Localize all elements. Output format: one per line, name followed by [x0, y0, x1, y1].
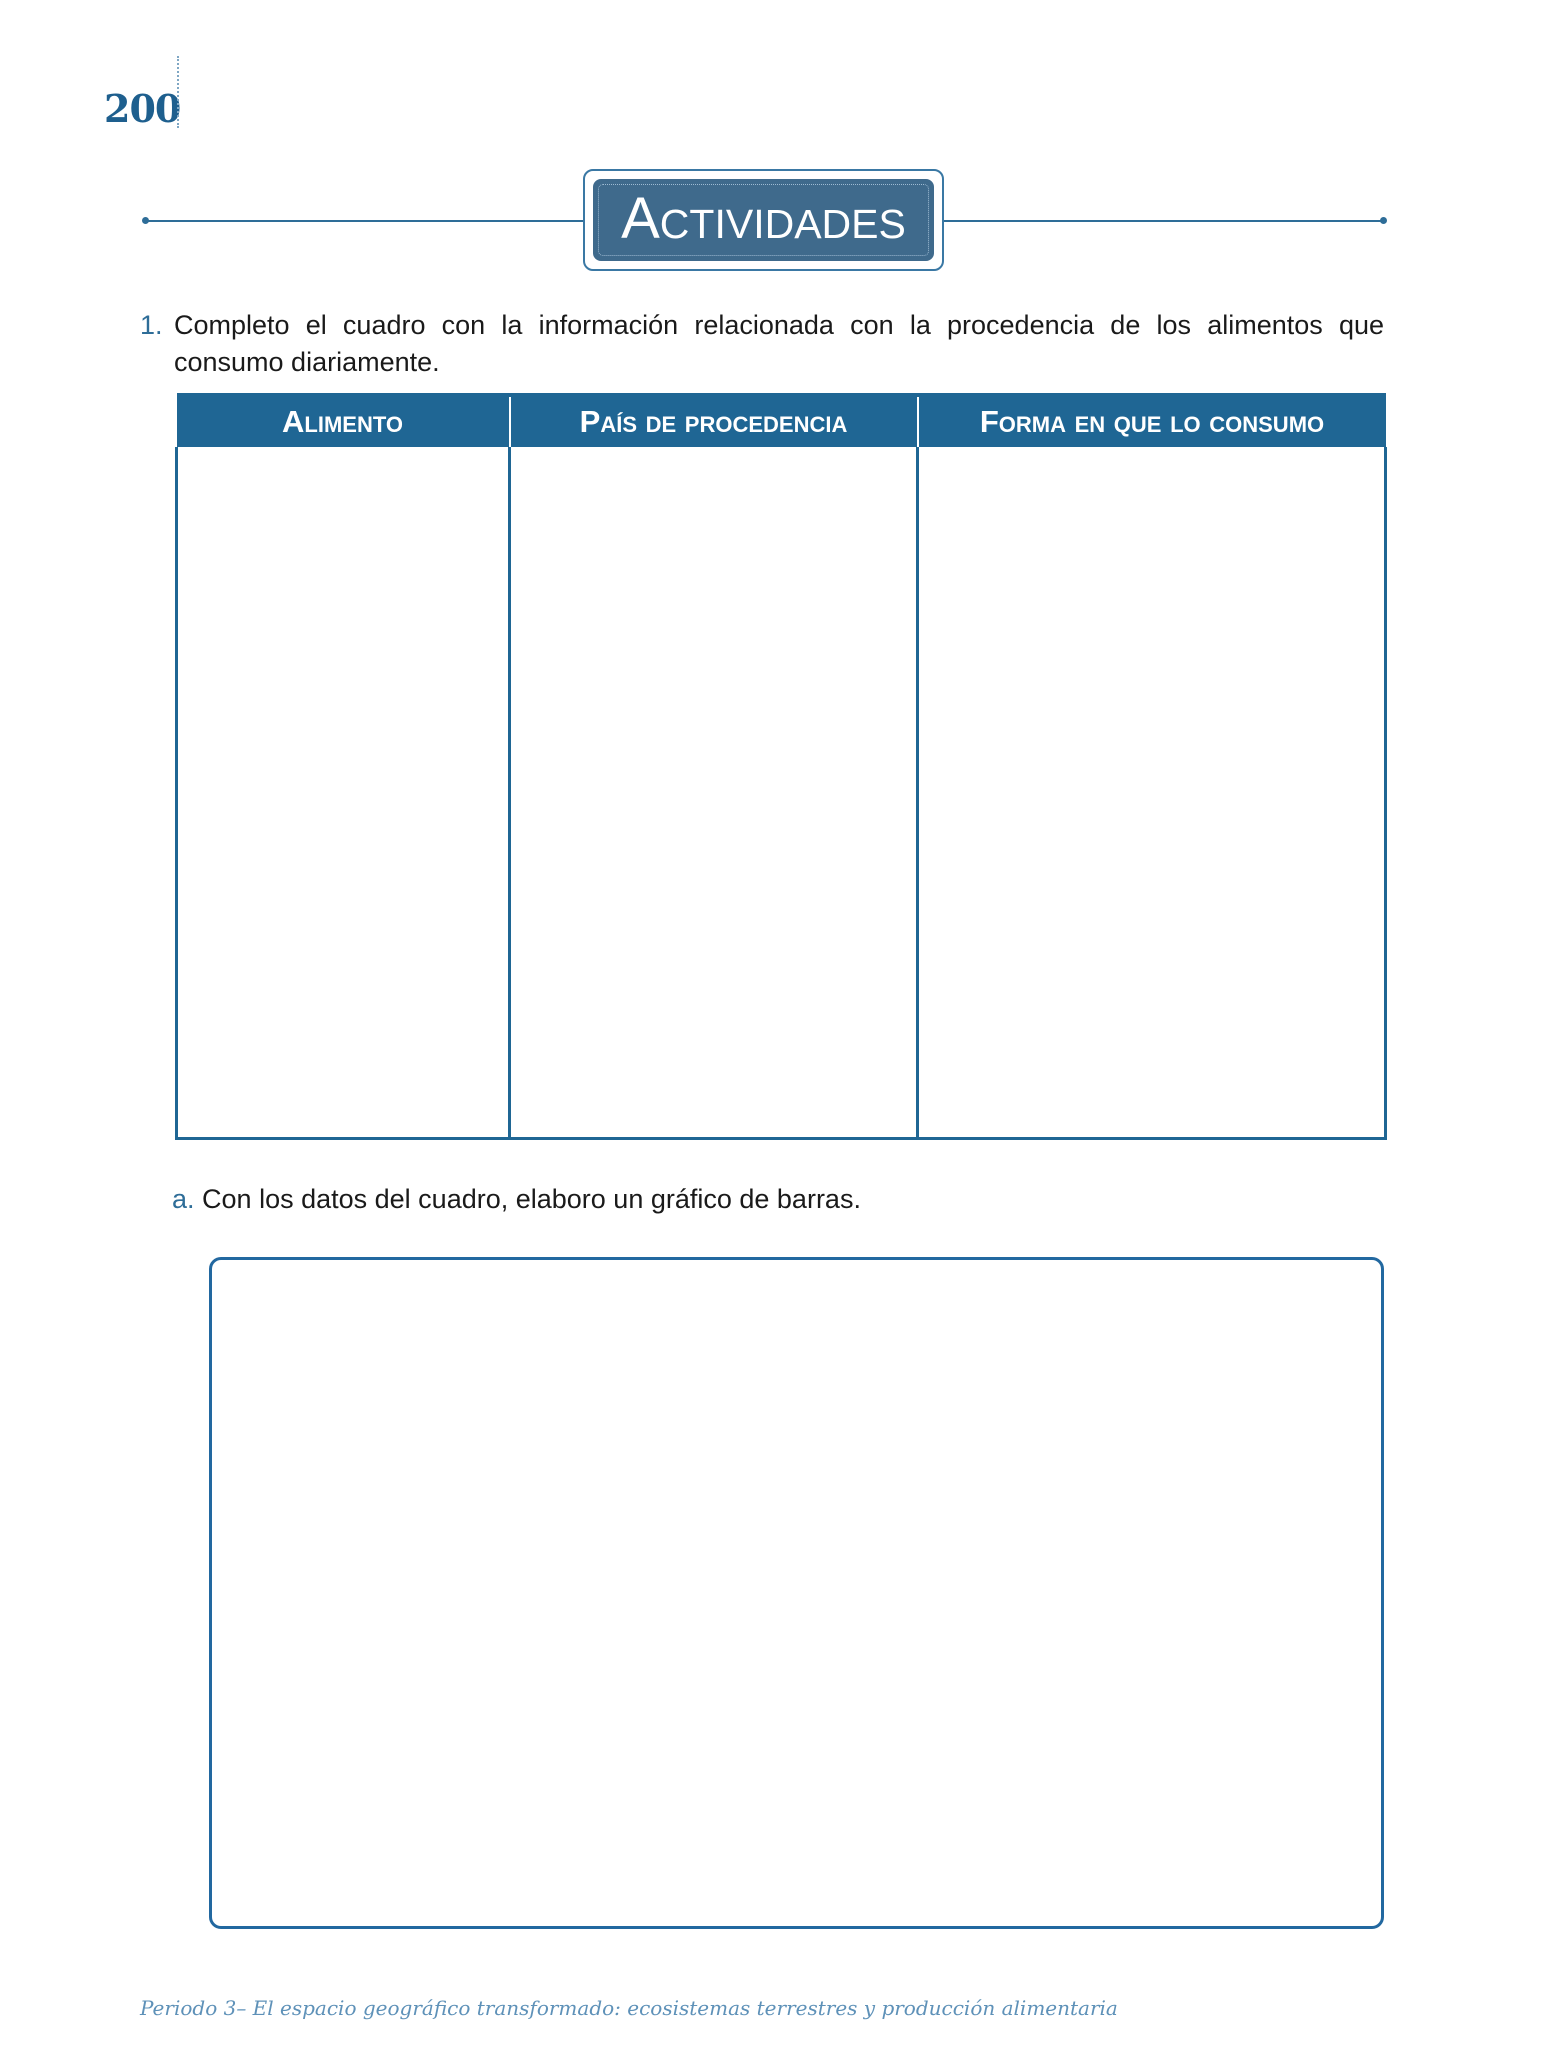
bar-chart-answer-box[interactable]	[209, 1257, 1384, 1929]
sub-question-text: Con los datos del cuadro, elaboro un gráfico de barras.	[202, 1184, 861, 1214]
cell-forma-answer[interactable]	[918, 447, 1386, 1139]
sub-question-a	[172, 1184, 861, 1215]
section-title-box	[583, 169, 944, 271]
question-number: 1.	[140, 310, 163, 340]
title-rule-right-dot	[1380, 217, 1387, 224]
title-rule-left-dot	[142, 217, 149, 224]
question-text: Completo el cuadro con la información relacionada con la procedencia de los alimentos que consumo diariamente.	[174, 310, 1384, 377]
header-pais-de-procedencia: País de procedencia	[510, 395, 918, 447]
sub-question-letter: a.	[172, 1184, 195, 1214]
cell-alimento-answer[interactable]	[177, 447, 510, 1139]
section-title: Actividades	[621, 185, 906, 251]
cell-pais-answer[interactable]	[510, 447, 918, 1139]
question-1	[140, 307, 1384, 381]
page-number: 200	[104, 86, 181, 131]
page-footer: Periodo 3– El espacio geográfico transformado: ecosistemas terrestres y producción alimentaria	[140, 1996, 1118, 2020]
food-origin-table	[175, 393, 1387, 1140]
header-forma-de-consumo: Forma en que lo consumo	[918, 395, 1386, 447]
page-number-divider	[177, 56, 179, 128]
header-alimento: Alimento	[177, 395, 510, 447]
